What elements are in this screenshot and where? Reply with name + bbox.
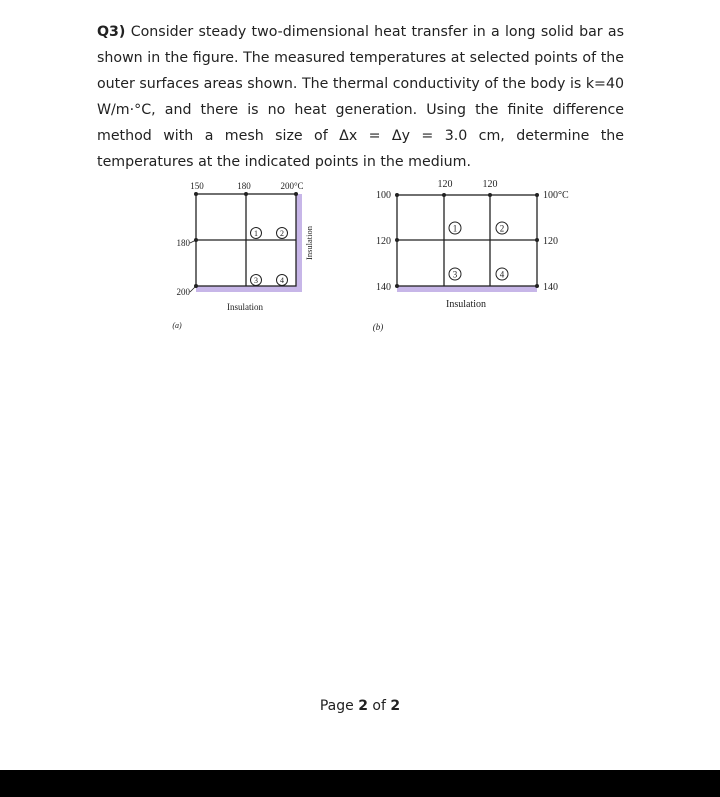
figure-b-caption: (b) [372, 322, 384, 332]
figure-b-node-4 [496, 268, 508, 280]
question-number: Q3) [97, 24, 126, 41]
figure-b-left-label-2: 120 [376, 236, 391, 247]
figure-a-insulation-right-label: Insulation [304, 226, 314, 260]
footer-prefix: Page [319, 698, 354, 714]
figure-a-top-label-3: 200°C [280, 181, 304, 191]
figure-a-node-1-label: 1 [254, 229, 258, 238]
figure-a-node-4 [277, 275, 288, 286]
figure-a-top-label-2: 180 [237, 181, 251, 191]
figure-a-left-label-1: 180 [176, 238, 190, 248]
figure-a [172, 181, 314, 330]
figure-a-grid [196, 194, 296, 286]
page-footer [0, 698, 720, 714]
footer-current-page: 2 [358, 698, 368, 714]
figure-a-node-4-label: 4 [280, 276, 284, 285]
question-text [97, 19, 624, 175]
figure-b-left-label-3: 140 [376, 282, 391, 293]
footer-middle: of [372, 698, 386, 714]
figure-a-node-1 [251, 228, 262, 239]
figure-a-insulation-bottom-label: Insulation [227, 302, 263, 312]
figure-a-left-label-2: 200 [176, 287, 190, 297]
figure-a-node-3 [251, 275, 262, 286]
figure-b-left-label-1: 100 [376, 190, 391, 201]
figure-a-insulation-right-strip [296, 194, 302, 292]
figure-a-caption: (a) [172, 321, 182, 330]
figure-b-node-3 [449, 268, 461, 280]
figure-b-top-label-1: 120 [437, 179, 453, 190]
figure-b-node-3-label: 3 [452, 269, 458, 280]
footer-total-pages: 2 [390, 698, 401, 714]
figure-b-insulation-bottom-label: Insulation [446, 299, 486, 310]
figure-b-node-2-label: 2 [499, 223, 505, 234]
figure-b-node-1-label: 1 [452, 223, 458, 234]
figure-b-grid [397, 195, 537, 286]
figure-a-node-2 [277, 228, 288, 239]
figure-a-insulation-bottom-strip [196, 286, 302, 292]
figure [0, 170, 720, 345]
figure-a-node-2-label: 2 [280, 229, 284, 238]
question-body: Consider steady two-dimensional heat transfer in a long solid bar as shown in the figure. The measured temperatures at selected points of the outer surfaces areas shown. The thermal conductivity of the body is k=40 W/m·°C, and there is no heat generation. Using the finite difference method with a mesh size of Δx = Δy = 3.0 cm, determine the temperatures at the indicated points in the medium. [97, 24, 624, 171]
figure-b-right-label-2: 120 [543, 236, 558, 247]
figure-b [373, 179, 569, 332]
figure-b-right-label-1: 100°C [543, 190, 569, 201]
figure-b-node-1 [449, 222, 461, 234]
figure-b-right-label-3: 140 [543, 282, 558, 293]
figure-a-node-3-label: 3 [254, 276, 258, 285]
figure-a-top-label-1: 150 [190, 181, 204, 191]
figure-b-insulation-bottom-strip [397, 286, 537, 292]
figure-b-top-label-2: 120 [482, 179, 498, 190]
figure-b-node-2 [496, 222, 508, 234]
figure-b-node-4-label: 4 [499, 269, 505, 280]
